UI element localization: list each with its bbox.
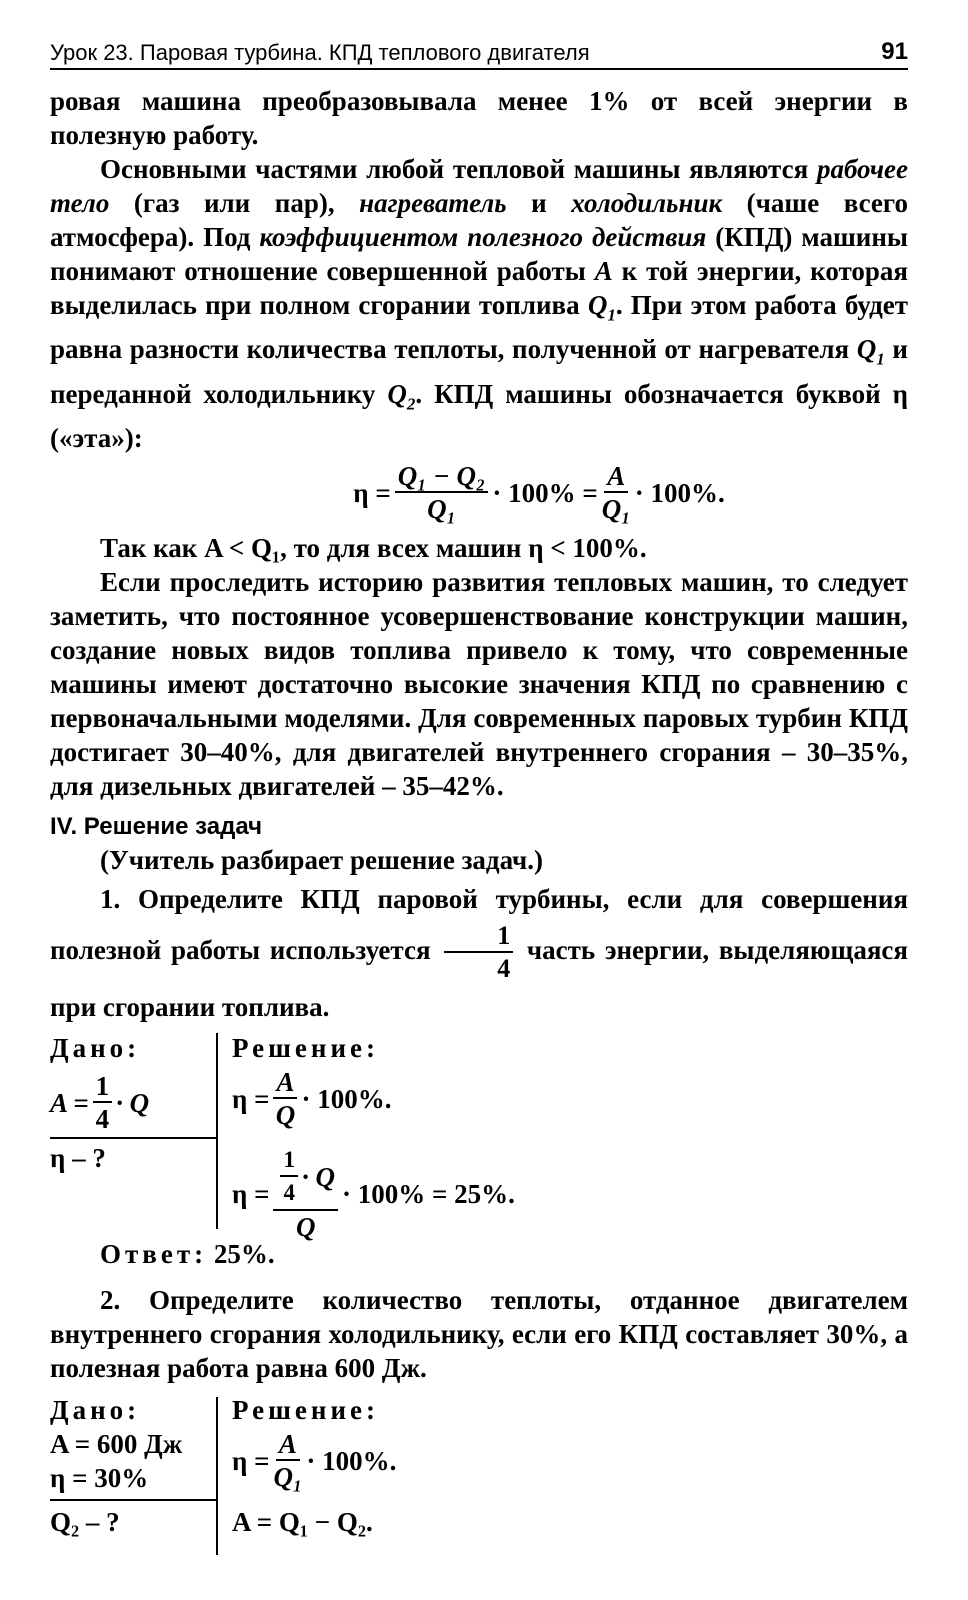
paragraph-1: ровая машина преобразовывала менее 1% от всей энергии в полезную работу. <box>50 86 908 150</box>
task-2-solution-block <box>50 1395 908 1565</box>
paragraph-4: Если проследить историю развития тепловых машин, то следует заметить, что постоянное усовершенствование конструкции машин, создание новых видов топлива привело к тому, что современные машины имеют достаточно высокие значения КПД по сравнению с первоначальными моделями. Для современных паровых турбин КПД достигает 30–40%, для двигателей внутреннего сгорания – 30–35%, для дизельных двигателей – 35–42%. <box>50 567 908 802</box>
given-label-2: Дано: <box>50 1395 141 1426</box>
formula-efficiency: η = $\frac{\text{Q₁ − Q₂}}{\text{Q₁}}$ · 100% = $\frac{A}{\text{Q₁}}$ · 100%. <box>353 461 725 525</box>
task-2: 2. Определите количество теплоты, отданное двигателем внутреннего сгорания холодильнику, если его КПД составляет 30%, а полезная работа равна 600 Дж. <box>50 1285 908 1384</box>
section-heading: IV. Решение задач <box>50 813 263 841</box>
solution-2-step-1: η = $\frac{A}{\text{Q₁}}$ · 100%. <box>232 1429 397 1493</box>
paragraph-3: Так как A < Q₁, то для всех машин η < 100%. <box>100 533 647 564</box>
given-label: Дано: <box>50 1033 141 1064</box>
given-efficiency: η = 30% <box>50 1463 149 1494</box>
divider-vertical <box>216 1033 218 1229</box>
answer-1: Ответ: 25%. <box>100 1239 275 1270</box>
paragraph-2: Основными частями любой тепловой машины являются рабочее тело (газ или пар), нагреватель и холодильник (чаше всего атмосфера). Под коэффициентом полезного действия (КПД) машины понимают отношение совершенной работы A к той энергии, которая выделилась при полном сгорании топлива $Q_1$. При этом работа будет равна разности количества теплоты, полученной от нагревателя $Q_1$ и переданной холодильнику $Q_2$. КПД машины обозначается буквой η («эта»): <box>50 154 909 454</box>
running-head-title: Урок 23. Паровая турбина. КПД теплового двигателя <box>50 40 590 65</box>
given-work: A = 600 Дж <box>50 1429 183 1460</box>
page <box>50 30 908 1565</box>
solution-step-2: η = $\frac{1}{4}$ · Q Q · 100% = 25%. <box>232 1147 515 1243</box>
divider-vertical-2 <box>216 1397 218 1555</box>
running-head <box>50 30 908 70</box>
solution-2-step-2: A = Q₁ − Q₂. <box>232 1507 373 1538</box>
solution-step-1: η = $\frac{A}{Q}$ · 100%. <box>232 1067 392 1131</box>
task-1: 1. Определите КПД паровой турбины, если для совершения полезной работы используется $\frac{1}{4}$ часть энергии, выделяющаяся при сгорании топлива. <box>50 884 909 1023</box>
teacher-note: (Учитель разбирает решение задач.) <box>100 845 543 876</box>
solution-label-2: Решение: <box>232 1395 379 1426</box>
find-value-2: Q₂ – ? <box>50 1507 120 1538</box>
task-1-solution-block <box>50 1029 908 1261</box>
page-number: 91 <box>881 38 908 65</box>
find-value: η – ? <box>50 1143 106 1174</box>
divider-horizontal <box>50 1137 216 1139</box>
given-value: A = $\frac{1}{4}$ · Q <box>50 1071 150 1135</box>
divider-horizontal-2 <box>50 1499 216 1501</box>
solution-label: Решение: <box>232 1033 379 1064</box>
